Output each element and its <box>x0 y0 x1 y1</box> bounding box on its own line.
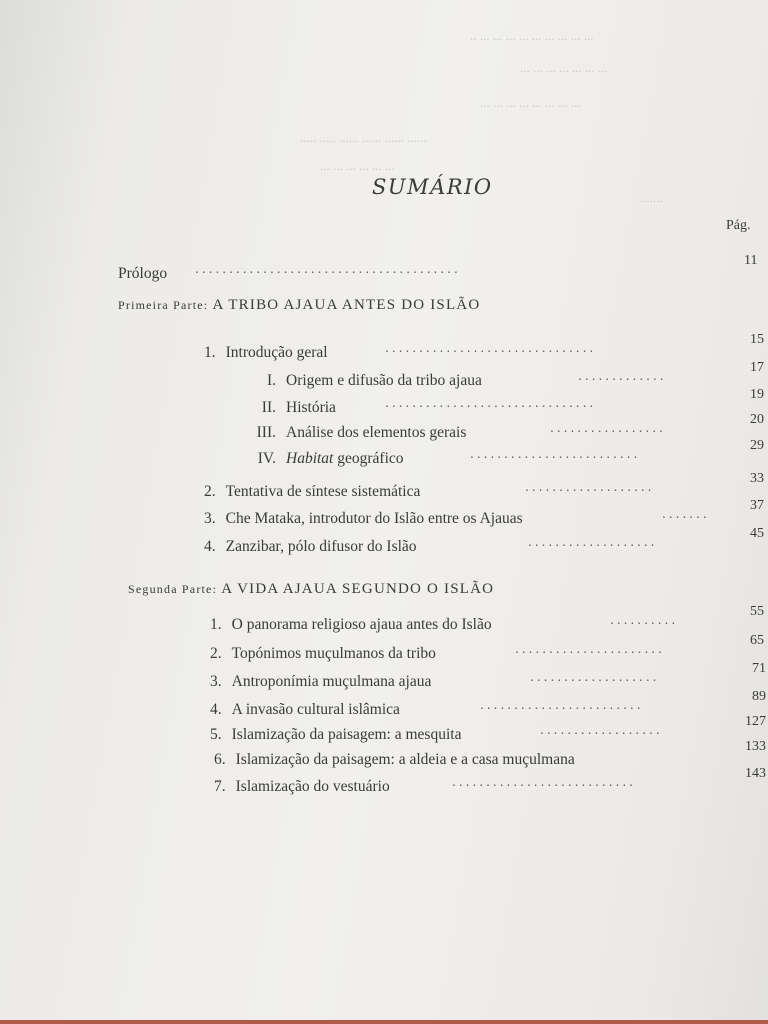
toc-entry <box>210 724 461 746</box>
toc-entry <box>204 481 420 503</box>
toc-entry-number: 4. <box>204 538 216 555</box>
toc-entry-label: Prólogo <box>118 265 168 282</box>
leader-dots: ........................ <box>480 698 644 712</box>
toc-entry-number: 6. <box>214 751 226 768</box>
toc-entry-label: Análise dos elementos gerais <box>286 424 467 441</box>
toc-entry <box>214 776 390 798</box>
leader-dots: ................... <box>530 670 660 684</box>
toc-entry-page: 11 <box>744 253 758 268</box>
toc-entry-label: Antroponímia muçulmana ajaua <box>231 673 432 690</box>
toc-entry-label: O panorama religioso ajaua antes do Islão <box>231 616 492 633</box>
toc-subentry <box>236 422 466 444</box>
toc-entry-page: 15 <box>750 332 764 347</box>
part-heading-segunda <box>128 581 494 598</box>
toc-entry-label: Tentativa de síntese sistemática <box>225 483 421 500</box>
toc-entry-label: História <box>286 399 336 416</box>
leader-dots: ................... <box>528 535 658 549</box>
toc-entry <box>204 508 523 530</box>
toc-entry <box>204 342 328 364</box>
toc-entry-number: 7. <box>214 778 226 795</box>
leader-dots: ....................................... <box>195 262 461 276</box>
toc-entry-page: 65 <box>750 633 764 648</box>
toc-entry-label-italic: Habitat <box>286 450 334 467</box>
toc-entry-page: 55 <box>750 604 764 619</box>
toc-entry-label: geográfico <box>333 450 404 467</box>
toc-entry-label: Zanzibar, pólo difusor do Islão <box>225 538 417 555</box>
toc-entry-label: Origem e difusão da tribo ajaua <box>286 372 482 389</box>
toc-entry-page: 17 <box>750 360 764 375</box>
toc-entry-page: 127 <box>745 714 766 729</box>
leader-dots: .......... <box>610 613 679 627</box>
toc-entry <box>210 614 492 636</box>
toc-entry <box>204 536 417 558</box>
leader-dots: ............................... <box>385 396 597 410</box>
toc-entry-page: 133 <box>745 739 766 754</box>
toc-entry-prologo <box>118 263 167 285</box>
toc-entry-number: II. <box>261 399 276 416</box>
toc-entry <box>210 671 431 693</box>
toc-entry <box>210 699 400 721</box>
toc-entry-number: 4. <box>210 701 222 718</box>
toc-entry-page: 45 <box>750 526 764 541</box>
leader-dots: ...................... <box>515 642 665 656</box>
toc-subentry <box>236 448 404 470</box>
toc-entry-label: Islamização da paisagem: a mesquita <box>231 726 462 743</box>
part-label: Segunda Parte: <box>128 582 218 596</box>
toc-entry-number: III. <box>256 424 276 441</box>
toc-entry-number: 1. <box>210 616 222 633</box>
toc-subentry <box>236 370 482 392</box>
leader-dots: .................. <box>540 723 663 737</box>
toc-entry-number: 2. <box>204 483 216 500</box>
toc-entry-label: Introdução geral <box>225 344 328 361</box>
toc-entry-page: 71 <box>752 661 766 676</box>
toc-entry <box>210 643 436 665</box>
toc-entry-page: 29 <box>750 438 764 453</box>
toc-entry-page: 33 <box>750 471 764 486</box>
toc-entry-number: 1. <box>204 344 216 361</box>
toc-entry-page: 37 <box>750 498 764 513</box>
toc-entry-label: Topónimos muçulmanos da tribo <box>231 645 436 662</box>
toc-entry-number: 5. <box>210 726 222 743</box>
leader-dots: ................. <box>550 421 666 435</box>
part-label: Primeira Parte: <box>118 298 209 312</box>
page-column-header: Pág. <box>726 218 751 233</box>
toc-entry-number: 3. <box>210 673 222 690</box>
toc-entry-number: 2. <box>210 645 222 662</box>
leader-dots: ............. <box>578 369 667 383</box>
toc-entry-label: Che Mataka, introdutor do Islão entre os Ajauas <box>225 510 523 527</box>
toc-subentry <box>236 397 336 419</box>
part-title: A VIDA AJAUA SEGUNDO O ISLÃO <box>221 581 495 597</box>
book-page: .. ... ... ... ... ... ... ... ... ... ... ... ... ... ... ... ... ... ... ... ... ... ... ... ... ..... ..... ...... ...... ...... ...... ... ... ... ... ... ... ....... SUMÁRIO Pág. Prólogo ....................................... 11 Primeira Parte: A TRIBO AJAUA ANTES DO ISLÃO 1. Introdução geral ............................... 15 I. Origem e difusão da tribo ajaua ............. 17 II. História ............................... 19 III. Análise dos elementos gerais ................. 20 IV. Habitat geográfico ......................... 29 2. Tentativa de síntese sistemática ................... 33 3. Che Mataka, introdutor do Islão entre os Ajauas ....... 37 4. Zanzibar, pólo difusor do Islão ................... 45 Segunda Parte: A VIDA AJAUA SEGUNDO O ISLÃO 1. O panorama religioso ajaua antes do Islão .......... 55 2. Topónimos muçulmanos da tribo ...................... 65 3. Antroponímia muçulmana ajaua ................... 71 4. A invasão cultural islâmica ........................ 89 5. Islamização da paisagem: a mesquita .................. 127 6. Islamização da paisagem: a aldeia e a casa muçulmana 133 7. Islamização do vestuário ........................... 143 <box>0 0 768 1024</box>
part-heading-primeira <box>118 297 480 314</box>
leader-dots: ......................... <box>470 447 641 461</box>
book-cover-edge <box>0 1020 768 1024</box>
toc-entry <box>214 749 575 771</box>
toc-entry-label: Islamização do vestuário <box>235 778 390 795</box>
leader-dots: ................... <box>525 480 655 494</box>
part-title: A TRIBO AJAUA ANTES DO ISLÃO <box>212 297 481 313</box>
leader-dots: ........................... <box>452 775 636 789</box>
toc-entry-number: I. <box>266 372 276 389</box>
toc-entry-page: 20 <box>750 412 764 427</box>
leader-dots: ............................... <box>385 341 597 355</box>
leader-dots: ....... <box>662 507 710 521</box>
toc-entry-page: 19 <box>750 387 764 402</box>
toc-entry-number: IV. <box>257 450 276 467</box>
toc-entry-page: 143 <box>745 766 766 781</box>
page-title: SUMÁRIO <box>372 175 493 199</box>
toc-entry-label: Islamização da paisagem: a aldeia e a casa muçulmana <box>235 751 575 768</box>
toc-entry-label: A invasão cultural islâmica <box>231 701 400 718</box>
toc-entry-page: 89 <box>752 689 766 704</box>
toc-entry-number: 3. <box>204 510 216 527</box>
